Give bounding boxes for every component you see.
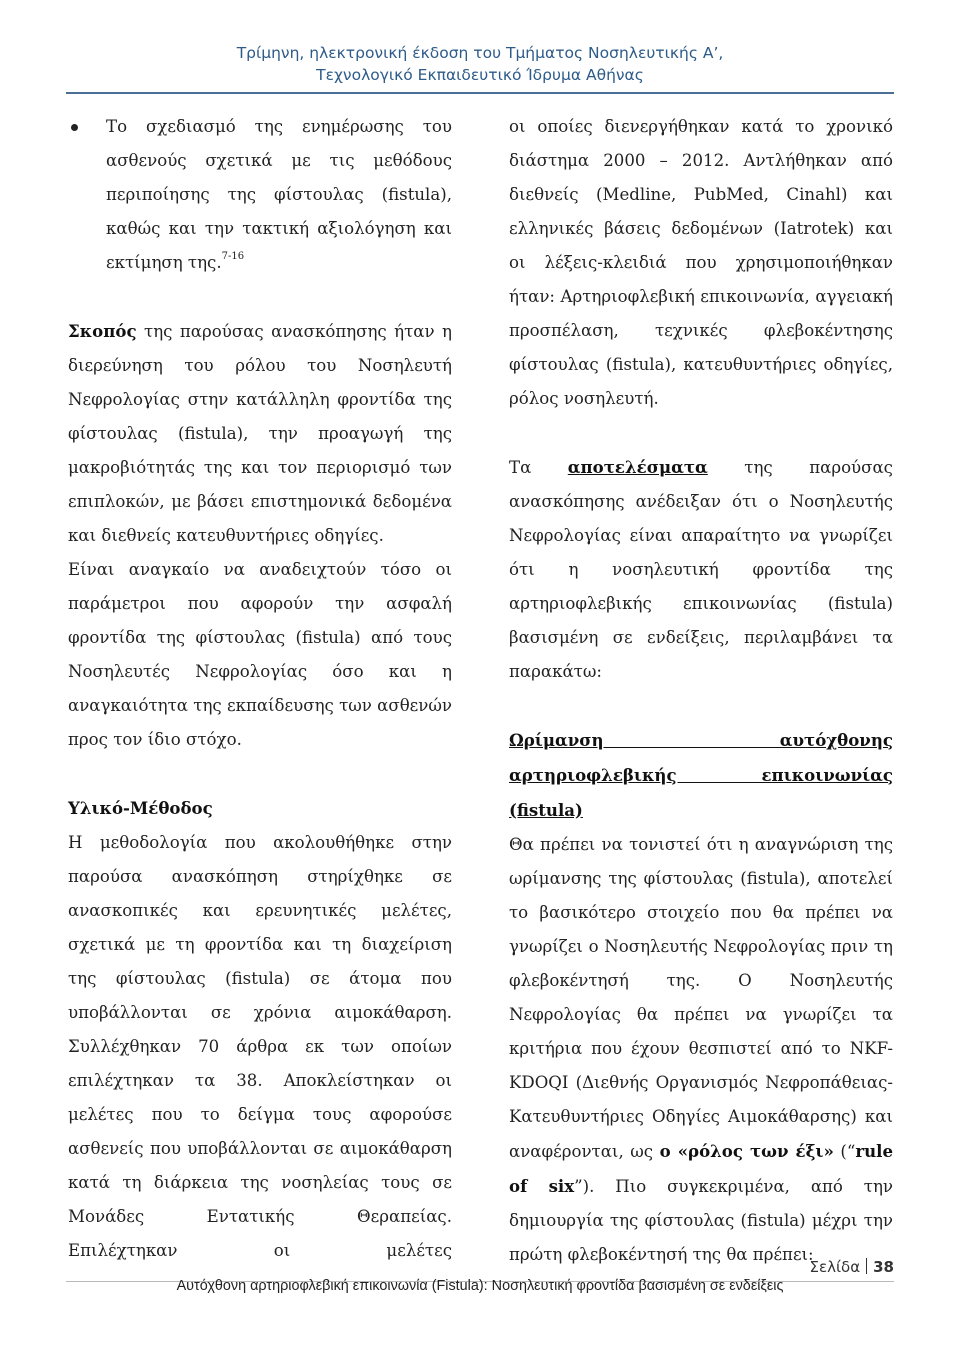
methods-continuation: οι οποίες διενεργήθηκαν κατά το χρονικό διάστημα 2000 – 2012. Αντλήθηκαν από διεθνείς (Medline, PubMed, Cinahl) και ελληνικές βάσεις δεδομένων (Iatrotek) και οι λέξεις-κλειδιά που χρησιμοποιήθηκαν ήταν: Αρτηριοφλεβική επικοινωνία, αγγειακή προσπέλαση, τεχνικές φλεβοκέντησης φίστουλας (fistula), κατευθυντήριες οδηγίες, ρόλος νοσηλευτή. (509, 117, 893, 408)
aim-text: της παρούσας ανασκόπησης ήταν η διερεύνηση του ρόλου του Νοσηλευτή Νεφρολογίας στην κατάλληλη φροντίδα της φίστουλας (fistula), την προαγωγή της μακροβιότητάς της και τον περιορισμό των επιπλοκών, με βάσει επιστημονικά δεδομένα και διεθνείς κατευθυντήριες οδηγίες. (68, 322, 452, 545)
maturation-text-1: Θα πρέπει να τονιστεί ότι η αναγνώριση της ωρίμανσης της φίστουλας (fistula), αποτελεί το βασικότερο στοιχείο που θα πρέπει να γνωρίζει ο Νοσηλευτής Νεφρολογίας πριν τη φλεβοκέντησή της. Ο Νοσηλευτής Νεφρολογίας θα πρέπει να γνωρίζει τα κριτήρια που έχουν θεσπιστεί από το NKF-KDOQI (Διεθνής Οργανισμός Νεφροπάθειας-Κατευθυντήριες Οδηγίες Αιμοκάθαρσης) και αναφέρονται, ως (509, 835, 893, 1161)
maturation-heading-text: Ωρίμανση αυτόχθονης αρτηριοφλεβικής επικοινωνίας (fistula) (509, 730, 893, 820)
right-column (509, 110, 893, 1272)
header-line-2: Τεχνολογικό Εκπαιδευτικό Ίδρυμα Αθήνας (316, 66, 644, 84)
methods-heading-text: Υλικό-Μέθοδος (68, 798, 213, 818)
footer-title: Αυτόχθονη αρτηριοφλεβική επικοινωνία (Fistula): Νοσηλευτική φροντίδα βασισμένη σε ενδείξεις (176, 1278, 784, 1294)
header-divider (66, 92, 894, 94)
bullet-dot-icon (71, 124, 78, 131)
left-column (68, 110, 452, 1268)
page-word: Σελίδα (809, 1258, 861, 1276)
rule-of-six-greek: ο «ρόλος των έξι» (659, 1141, 834, 1161)
aim-paragraph-2: Είναι αναγκαίο να αναδειχτούν τόσο οι παράμετροι που αφορούν την ασφαλή φροντίδα της φίστουλας (fistula) από τους Νοσηλευτές Νεφρολογίας όσο και η αναγκαιότητα της εκπαίδευσης των ασθενών προς τον ίδιο στόχο. (68, 560, 452, 749)
page-number-label (810, 1258, 894, 1276)
methods-heading (68, 791, 452, 826)
rule-close-quote: ”) (574, 1177, 590, 1196)
bullet-item (68, 110, 452, 280)
maturation-paragraph (509, 828, 893, 1272)
page-number: 38 (873, 1258, 894, 1276)
results-pre: Τα (509, 458, 568, 477)
bullet-text: Το σχεδιασμό της ενημέρωσης του ασθενούς σχετικά με τις μεθόδους περιποίησης της φίστουλας (fistula), καθώς και την τακτική αξιολόγηση και εκτίμηση της. (106, 117, 452, 272)
aim-label: Σκοπός (68, 321, 137, 341)
rule-of-six-english: rule of six (509, 1141, 893, 1196)
aim-paragraph (68, 314, 452, 553)
results-text: της παρούσας ανασκόπησης ανέδειξαν ότι ο Νοσηλευτής Νεφρολογίας είναι απαραίτητο να γνωρίζει ότι η νοσηλευτική φροντίδα της αρτηριοφλεβικής επικοινωνίας (fistula) βασισμένη σε ενδείξεις, περιλαμβάνει τα παρακάτω: (509, 458, 893, 681)
maturation-text-2: . Πιο συγκεκριμένα, από την δημιουργία της φίστουλας (fistula) μέχρι την πρώτη φλεβοκέντησή της θα πρέπει: (509, 1177, 893, 1264)
maturation-heading (509, 723, 893, 828)
bullet-reference: 7-16 (221, 251, 245, 262)
results-label: αποτελέσματα (567, 457, 708, 477)
results-paragraph (509, 450, 893, 689)
rule-open-quote: (“ (833, 1142, 856, 1161)
header-line-1: Τρίμηνη, ηλεκτρονική έκδοση του Τμήματος Νοσηλευτικής Α’, (236, 44, 724, 62)
running-header (0, 42, 960, 86)
page-separator (866, 1258, 867, 1274)
methods-paragraph: Η μεθοδολογία που ακολουθήθηκε στην παρούσα ανασκόπηση στηρίχθηκε σε ανασκοπικές και ερευνητικές μελέτες, σχετικά με τη φροντίδα και τη διαχείριση της φίστουλας (fistula) σε άτομα που υποβάλλονται σε χρόνια αιμοκάθαρση. Συλλέχθηκαν 70 άρθρα εκ των οποίων επιλέχτηκαν τα 38. Αποκλείστηκαν οι μελέτες που το δείγμα τους αφορούσε ασθενείς που υποβάλλονται σε αιμοκάθαρση κατά τη διάρκεια της νοσηλείας τους σε Μονάδες Εντατικής Θεραπείας. Επιλέχτηκαν οι μελέτες (68, 833, 452, 1260)
